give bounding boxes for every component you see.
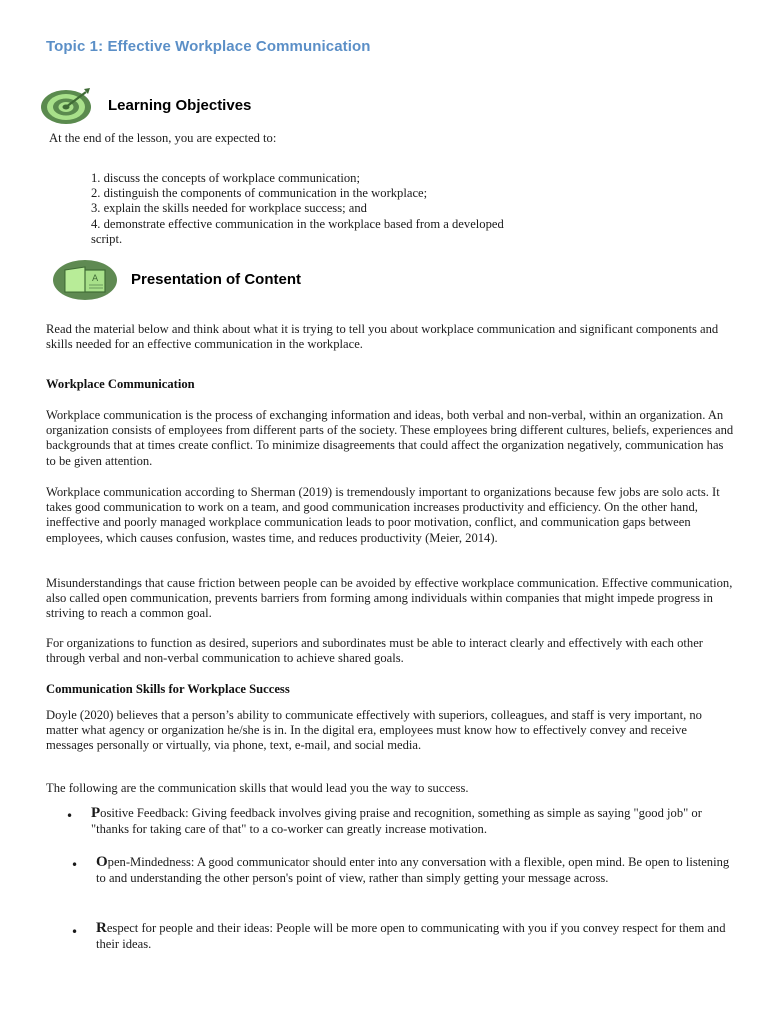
presentation-heading: Presentation of Content: [131, 271, 302, 288]
book-icon: [52, 259, 118, 301]
target-icon: [40, 87, 94, 125]
bullet-initial: P: [91, 805, 101, 821]
skill-bullet-open-mindedness: [96, 855, 736, 886]
bullet-icon: •: [71, 858, 79, 872]
svg-text:A: A: [92, 274, 99, 284]
bullet-text: ositive Feedback: Giving feedback involves giving praise and recognition, something as simple as saying "good job" or "thanks for taking care of that" to a co-worker can greatly increase motivation.: [91, 806, 702, 836]
paragraph: Doyle (2020) believes that a person’s ability to communicate effectively with superiors, colleagues, and staff is very important, no matter what agency or organization he/she is in. In the digital era, employees must know how to effectively convey and receive messages personally or virtually, via phone, text, e-mail, and social media.: [46, 708, 702, 753]
topic-title: Topic 1: Effective Workplace Communication: [46, 38, 371, 55]
bullet-text: pen-Mindedness: A good communicator should enter into any conversation with a flexible, open mind. Be open to listening to and understanding the other person's point of view, rather than simply getting your message across.: [96, 855, 730, 885]
paragraph: For organizations to function as desired, superiors and subordinates must be able to interact clearly and effectively with each other through verbal and non-verbal communication to achieve shared goals.: [46, 636, 704, 666]
objectives-intro: At the end of the lesson, you are expected to:: [49, 131, 277, 145]
paragraph: Workplace communication according to Sherman (2019) is tremendously important to organizations because few jobs are solo acts. It takes good communication to work on a team, and good communication increases productivity and efficiency. On the other hand, ineffective and poorly managed workplace communication leads to poor motivation, conflict, and communication gaps between employees, which causes confusion, wastes time, and reduces productivity (Meier, 2014).: [46, 485, 720, 545]
bullet-icon: •: [66, 809, 74, 823]
skills-heading: Communication Skills for Workplace Success: [46, 682, 290, 696]
objective-item: 4. demonstrate effective communication in the workplace based from a developed script.: [91, 216, 504, 246]
paragraph: The following are the communication skills that would lead you the way to success.: [46, 781, 469, 795]
paragraph: Misunderstandings that cause friction between people can be avoided by effective workplace communication. Effective communication, also called open communication, prevents barriers from forming among individuals within companies that might impede progress in striving to reach a common goal.: [46, 576, 733, 621]
objective-item: 2. distinguish the components of communication in the workplace;: [91, 186, 428, 201]
objectives-list: [91, 171, 551, 247]
skill-bullet-positive-feedback: [91, 806, 741, 837]
paragraph: Workplace communication is the process of exchanging information and ideas, both verbal and non-verbal, within an organization. An organization consists of employees from different parts of the society. These employees bring different cultures, beliefs, experiences and backgrounds that at times create conflict. To minimize disagreements that could affect the organization negatively, communication has to be given attention.: [46, 408, 734, 468]
workplace-communication-heading: Workplace Communication: [46, 377, 195, 391]
bullet-icon: •: [71, 925, 79, 939]
learning-objectives-heading: Learning Objectives: [108, 97, 252, 114]
objective-item: 1. discuss the concepts of workplace communication;: [91, 171, 360, 185]
bullet-text: espect for people and their ideas: People will be more open to communicating with you if you convey respect for them and their ideas.: [96, 921, 726, 951]
presentation-intro: Read the material below and think about what it is trying to tell you about workplace communication and significant components and skills needed for an effective communication in the workplace.: [46, 322, 719, 352]
bullet-initial: O: [96, 854, 108, 870]
skill-bullet-respect: [96, 921, 736, 952]
bullet-initial: R: [96, 920, 107, 936]
objective-item: 3. explain the skills needed for workplace success; and: [91, 201, 367, 216]
